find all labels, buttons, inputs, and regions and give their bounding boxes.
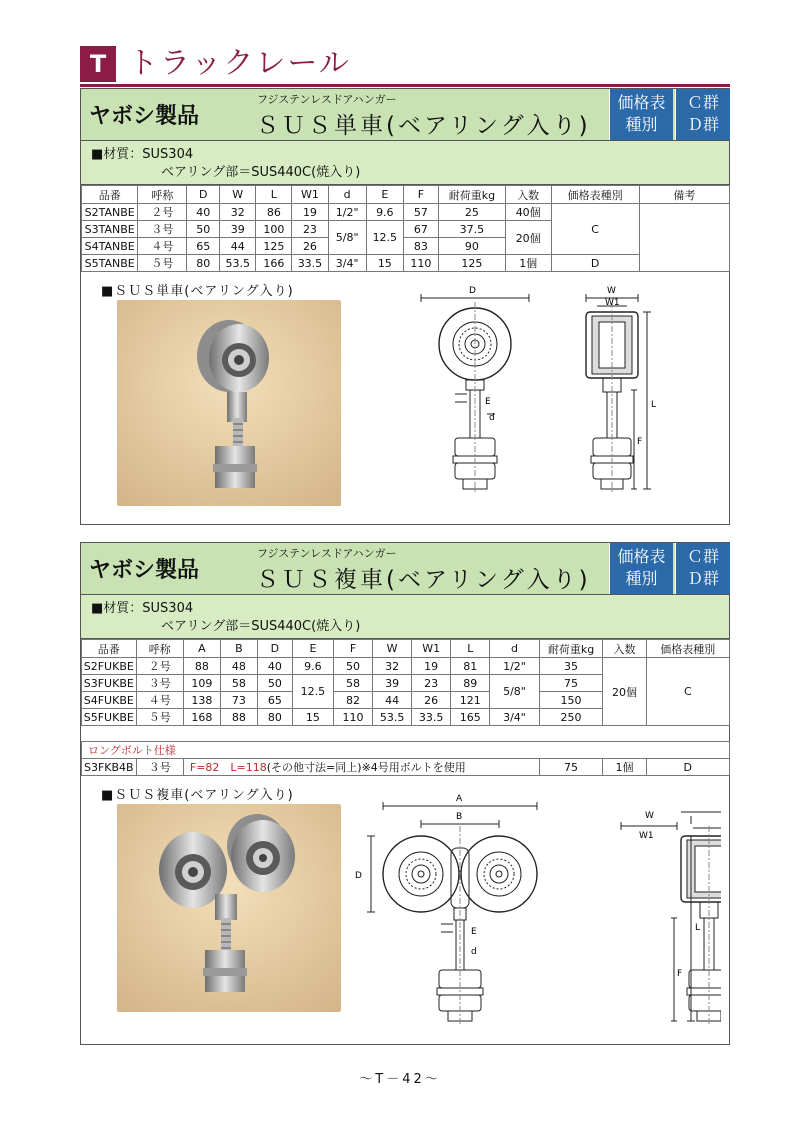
long-bolt-label: ロングボルト仕様 — [82, 742, 730, 759]
single-image-area — [81, 272, 729, 524]
single-section — [80, 88, 730, 525]
double-image-area — [81, 776, 729, 1044]
single-photo-label: ■ＳＵＳ単車(ベアリング入り) — [101, 284, 294, 299]
table-row: S2FUKBE ２号 88 48 40 9.6 50 32 19 81 1/2" 35 20個 C — [82, 658, 730, 675]
section-badge: T — [80, 46, 116, 82]
table-row: S5FUKBE ５号 168 88 80 15 110 53.5 33.5 165 3/4" 250 — [82, 709, 730, 726]
double-product-name: ＳＵＳ複車(ベアリング入り) — [256, 567, 591, 593]
single-groups: Ｃ群 Ｄ群 — [675, 89, 730, 140]
table-row: S3FKB4B ３号 F=82 L=118(その他寸法=同上)※4号用ボルトを使用 75 1個 D — [82, 759, 730, 776]
double-material: ■材質：SUS304 ベアリング部＝SUS440C(焼入り) — [81, 595, 729, 639]
double-product-photo — [117, 804, 341, 1012]
dim-W: W — [607, 286, 616, 296]
dim-d: d — [489, 413, 495, 423]
page-number: ～T－42～ — [359, 1072, 441, 1087]
single-product-photo — [117, 300, 341, 506]
page-header — [80, 44, 730, 88]
dim-E: E — [471, 927, 477, 937]
dim-E: E — [485, 397, 491, 407]
dim-L: L — [651, 400, 657, 410]
double-title-band — [81, 543, 729, 595]
single-brand: ヤボシ製品 — [89, 104, 200, 129]
table-row: S3FUKBE ３号 109 58 50 12.5 58 39 23 89 5/8" 75 — [82, 675, 730, 692]
dim-D: D — [469, 286, 476, 296]
table-row: S3TANBE ３号 50 39 100 23 5/8" 12.5 67 37.5 20個 — [82, 221, 730, 238]
single-spec-table — [81, 185, 730, 272]
single-technical-drawing — [411, 282, 661, 517]
double-table-header: 品番 呼称 A B D E F W W1 L d 耐荷重kg 入数 価格表種別 — [82, 640, 730, 658]
double-groups: Ｃ群 Ｄ群 — [675, 543, 730, 594]
single-title-band — [81, 89, 729, 141]
page-title: トラックレール — [128, 46, 351, 81]
dim-A: A — [456, 794, 463, 804]
table-row: S4FUKBE ４号 138 73 65 82 44 26 121 150 — [82, 692, 730, 709]
double-price-category: 価格表 種別 — [609, 543, 673, 594]
table-row: S5TANBE ５号 80 53.5 166 33.5 3/4" 15 110 125 1個 D — [82, 255, 730, 272]
single-product-name: ＳＵＳ単車(ベアリング入り) — [256, 113, 591, 139]
header-rule — [80, 84, 730, 87]
double-spec-table — [81, 639, 730, 776]
dim-B: B — [456, 812, 463, 822]
dim-F: F — [677, 969, 683, 979]
double-subtitle: フジステンレスドアハンガー — [257, 547, 397, 560]
long-bolt-spec: F=82 L=118(その他寸法=同上)※4号用ボルトを使用 — [183, 759, 539, 776]
dim-W: W — [645, 811, 654, 821]
table-row: S4TANBE ４号 65 44 125 26 83 90 — [82, 238, 730, 255]
double-section — [80, 542, 730, 1045]
single-table-header: 品番 呼称 D W L W1 d E F 耐荷重kg 入数 価格表種別 備考 — [82, 186, 730, 204]
dim-D: D — [355, 871, 362, 881]
double-brand: ヤボシ製品 — [89, 558, 200, 583]
dim-W1: W1 — [605, 298, 620, 308]
dim-d: d — [471, 947, 477, 957]
table-row: S2TANBE ２号 40 32 86 19 1/2" 9.6 57 25 40個 C — [82, 204, 730, 221]
single-price-category: 価格表 種別 — [609, 89, 673, 140]
single-subtitle: フジステンレスドアハンガー — [257, 93, 397, 106]
double-photo-label: ■ＳＵＳ複車(ベアリング入り) — [101, 788, 294, 803]
single-material: ■材質：SUS304 ベアリング部＝SUS440C(焼入り) — [81, 141, 729, 185]
dim-L: L — [695, 923, 701, 933]
dim-W1: W1 — [639, 831, 654, 841]
double-side-dimensions — [601, 790, 729, 1040]
dim-F: F — [637, 437, 643, 447]
